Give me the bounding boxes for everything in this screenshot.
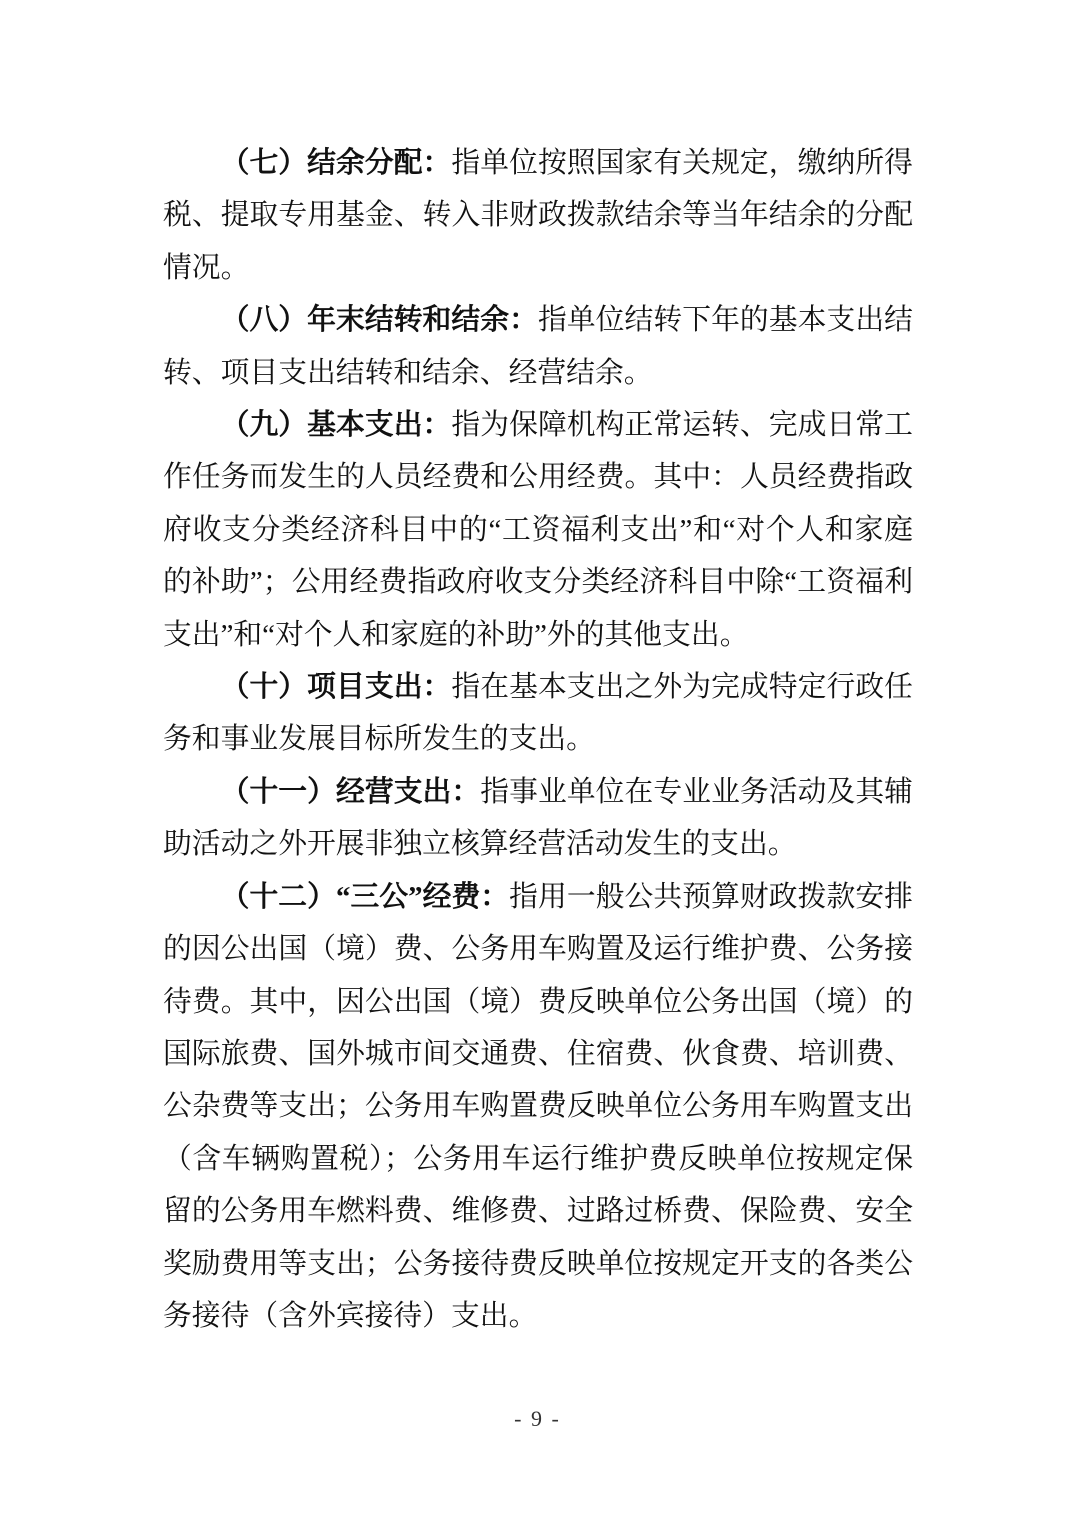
paragraph-item-10	[163, 661, 913, 766]
page-footer	[0, 1406, 1075, 1432]
paragraph-item-12	[163, 871, 913, 1343]
paragraph-item-9	[163, 399, 913, 661]
paragraph-item-7	[163, 137, 913, 294]
paragraph-term: （八）年末结转和结余：	[220, 304, 538, 337]
paragraph-term: （十二）“三公”经费：	[220, 880, 510, 913]
paragraph-term: （九）基本支出：	[220, 409, 452, 442]
paragraph-text: 指为保障机构正常运转、完成日常工作任务而发生的人员经费和公用经费。其中：人员经费指政府收支分类经济科目中的“工资福利支出”和“对个人和家庭的补助”；公用经费指政府收支分类经济科目中除“工资福利支出”和“对个人和家庭的补助”外的其他支出。	[163, 409, 913, 651]
paragraph-text: 指单位按照国家有关规定，缴纳所得税、提取专用基金、转入非财政拨款结余等当年结余的分配情况。	[163, 147, 913, 284]
paragraph-item-11	[163, 766, 913, 871]
paragraph-text: 指用一般公共预算财政拨款安排的因公出国（境）费、公务用车购置及运行维护费、公务接待费。其中，因公出国（境）费反映单位公务出国（境）的国际旅费、国外城市间交通费、住宿费、伙食费、培训费、公杂费等支出；公务用车购置费反映单位公务用车购置支出（含车辆购置税）；公务用车运行维护费反映单位按规定保留的公务用车燃料费、维修费、过路过桥费、保险费、安全奖励费用等支出；公务接待费反映单位按规定开支的各类公务接待（含外宾接待）支出。	[163, 880, 913, 1332]
page-number: - 9 -	[514, 1406, 561, 1431]
paragraph-text: 指单位结转下年的基本支出结转、项目支出结转和结余、经营结余。	[163, 304, 913, 389]
paragraph-text: 指事业单位在专业业务活动及其辅助活动之外开展非独立核算经营活动发生的支出。	[163, 775, 913, 861]
document-body	[163, 137, 913, 1342]
paragraph-text: 指在基本支出之外为完成特定行政任务和事业发展目标所发生的支出。	[163, 671, 913, 756]
paragraph-term: （七）结余分配：	[220, 147, 452, 179]
paragraph-item-8	[163, 294, 913, 399]
paragraph-term: （十一）经营支出：	[220, 775, 481, 808]
paragraph-term: （十）项目支出：	[220, 671, 452, 704]
